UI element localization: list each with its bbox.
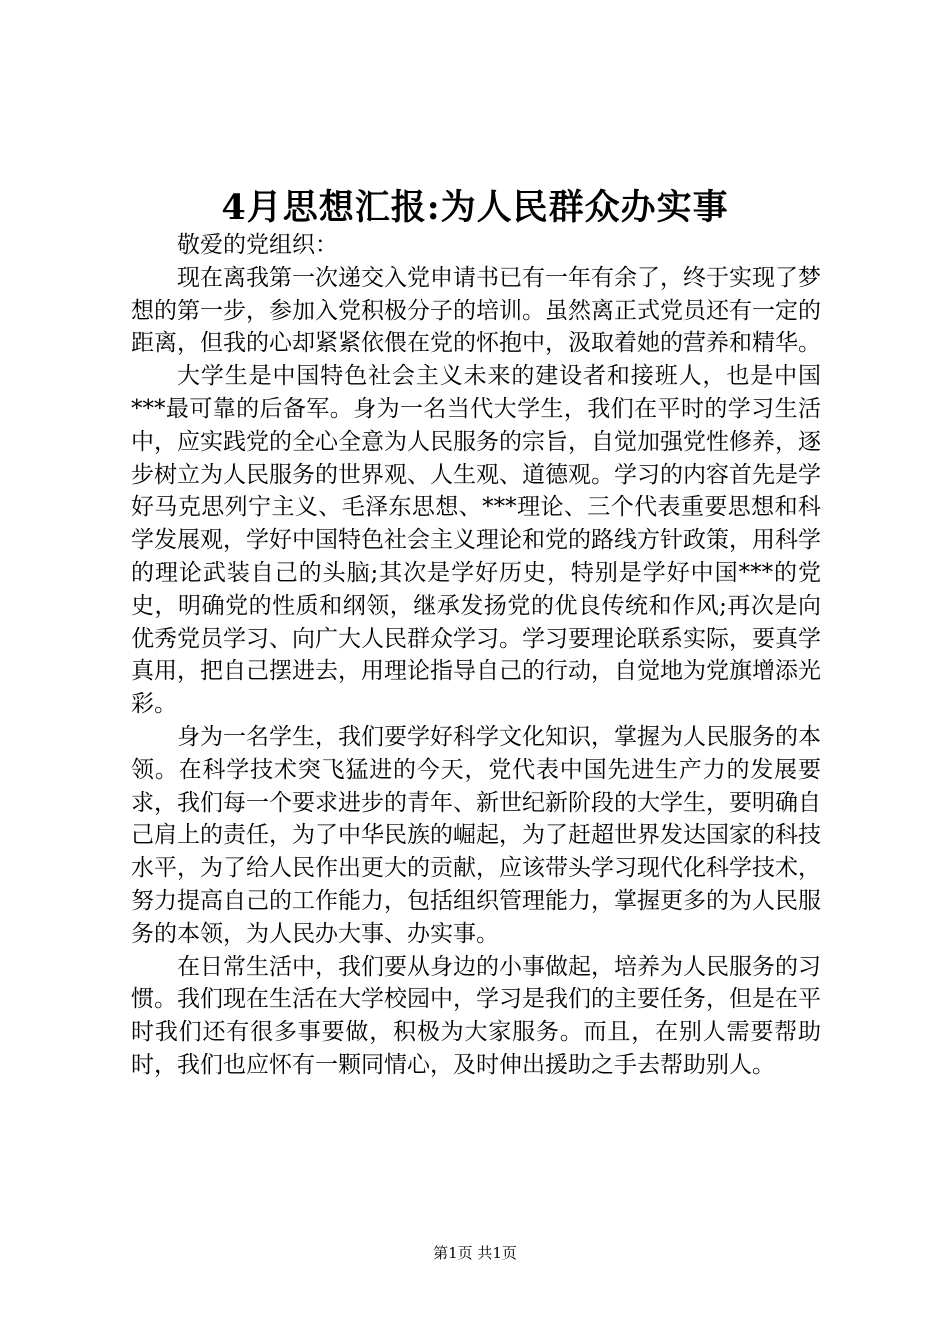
document-body <box>131 229 821 1082</box>
paragraph-3: 身为一名学生，我们要学好科学文化知识，掌握为人民服务的本领。在科学技术突飞猛进的今天，党代表中国先进生产力的发展要求，我们每一个要求进步的青年、新世纪新阶段的大学生，要明确自己肩上的责任，为了中华民族的崛起，为了赶超世界发达国家的科技水平，为了给人民作出更大的贡献，应该带头学习现代化科学技术，努力提高自己的工作能力，包括组织管理能力，掌握更多的为人民服务的本领，为人民办大事、办实事。 <box>131 723 821 947</box>
paragraph-2: 大学生是中国特色社会主义未来的建设者和接班人，也是中国***最可靠的后备军。身为一名当代大学生，我们在平时的学习生活中，应实践党的全心全意为人民服务的宗旨，自觉加强党性修养，逐步树立为人民服务的世界观、人生观、道德观。学习的内容首先是学好马克思列宁主义、毛泽东思想、***理论、三个代表重要思想和科学发展观，学好中国特色社会主义理论和党的路线方针政策，用科学的理论武装自己的头脑;其次是学好历史，特别是学好中国***的党史，明确党的性质和纲领，继承发扬党的优良传统和作风;再次是向优秀党员学习、向广大人民群众学习。学习要理论联系实际，要真学真用，把自己摆进去，用理论指导自己的行动，自觉地为党旗增添光彩。 <box>131 363 821 718</box>
document-title: 4月思想汇报:为人民群众办实事 <box>221 187 729 228</box>
page-footer: 第1页 共1页 <box>433 1244 517 1262</box>
paragraph-4: 在日常生活中，我们要从身边的小事做起，培养为人民服务的习惯。我们现在生活在大学校园中，学习是我们的主要任务，但是在平时我们还有很多事要做，积极为大家服务。而且，在别人需要帮助时，我们也应怀有一颗同情心，及时伸出援助之手去帮助别人。 <box>131 953 821 1078</box>
salutation: 敬爱的党组织： <box>177 232 338 258</box>
paragraph-1: 现在离我第一次递交入党申请书已有一年有余了，终于实现了梦想的第一步，参加入党积极分子的培训。虽然离正式党员还有一定的距离，但我的心却紧紧依偎在党的怀抱中，汲取着她的营养和精华。 <box>131 264 821 357</box>
